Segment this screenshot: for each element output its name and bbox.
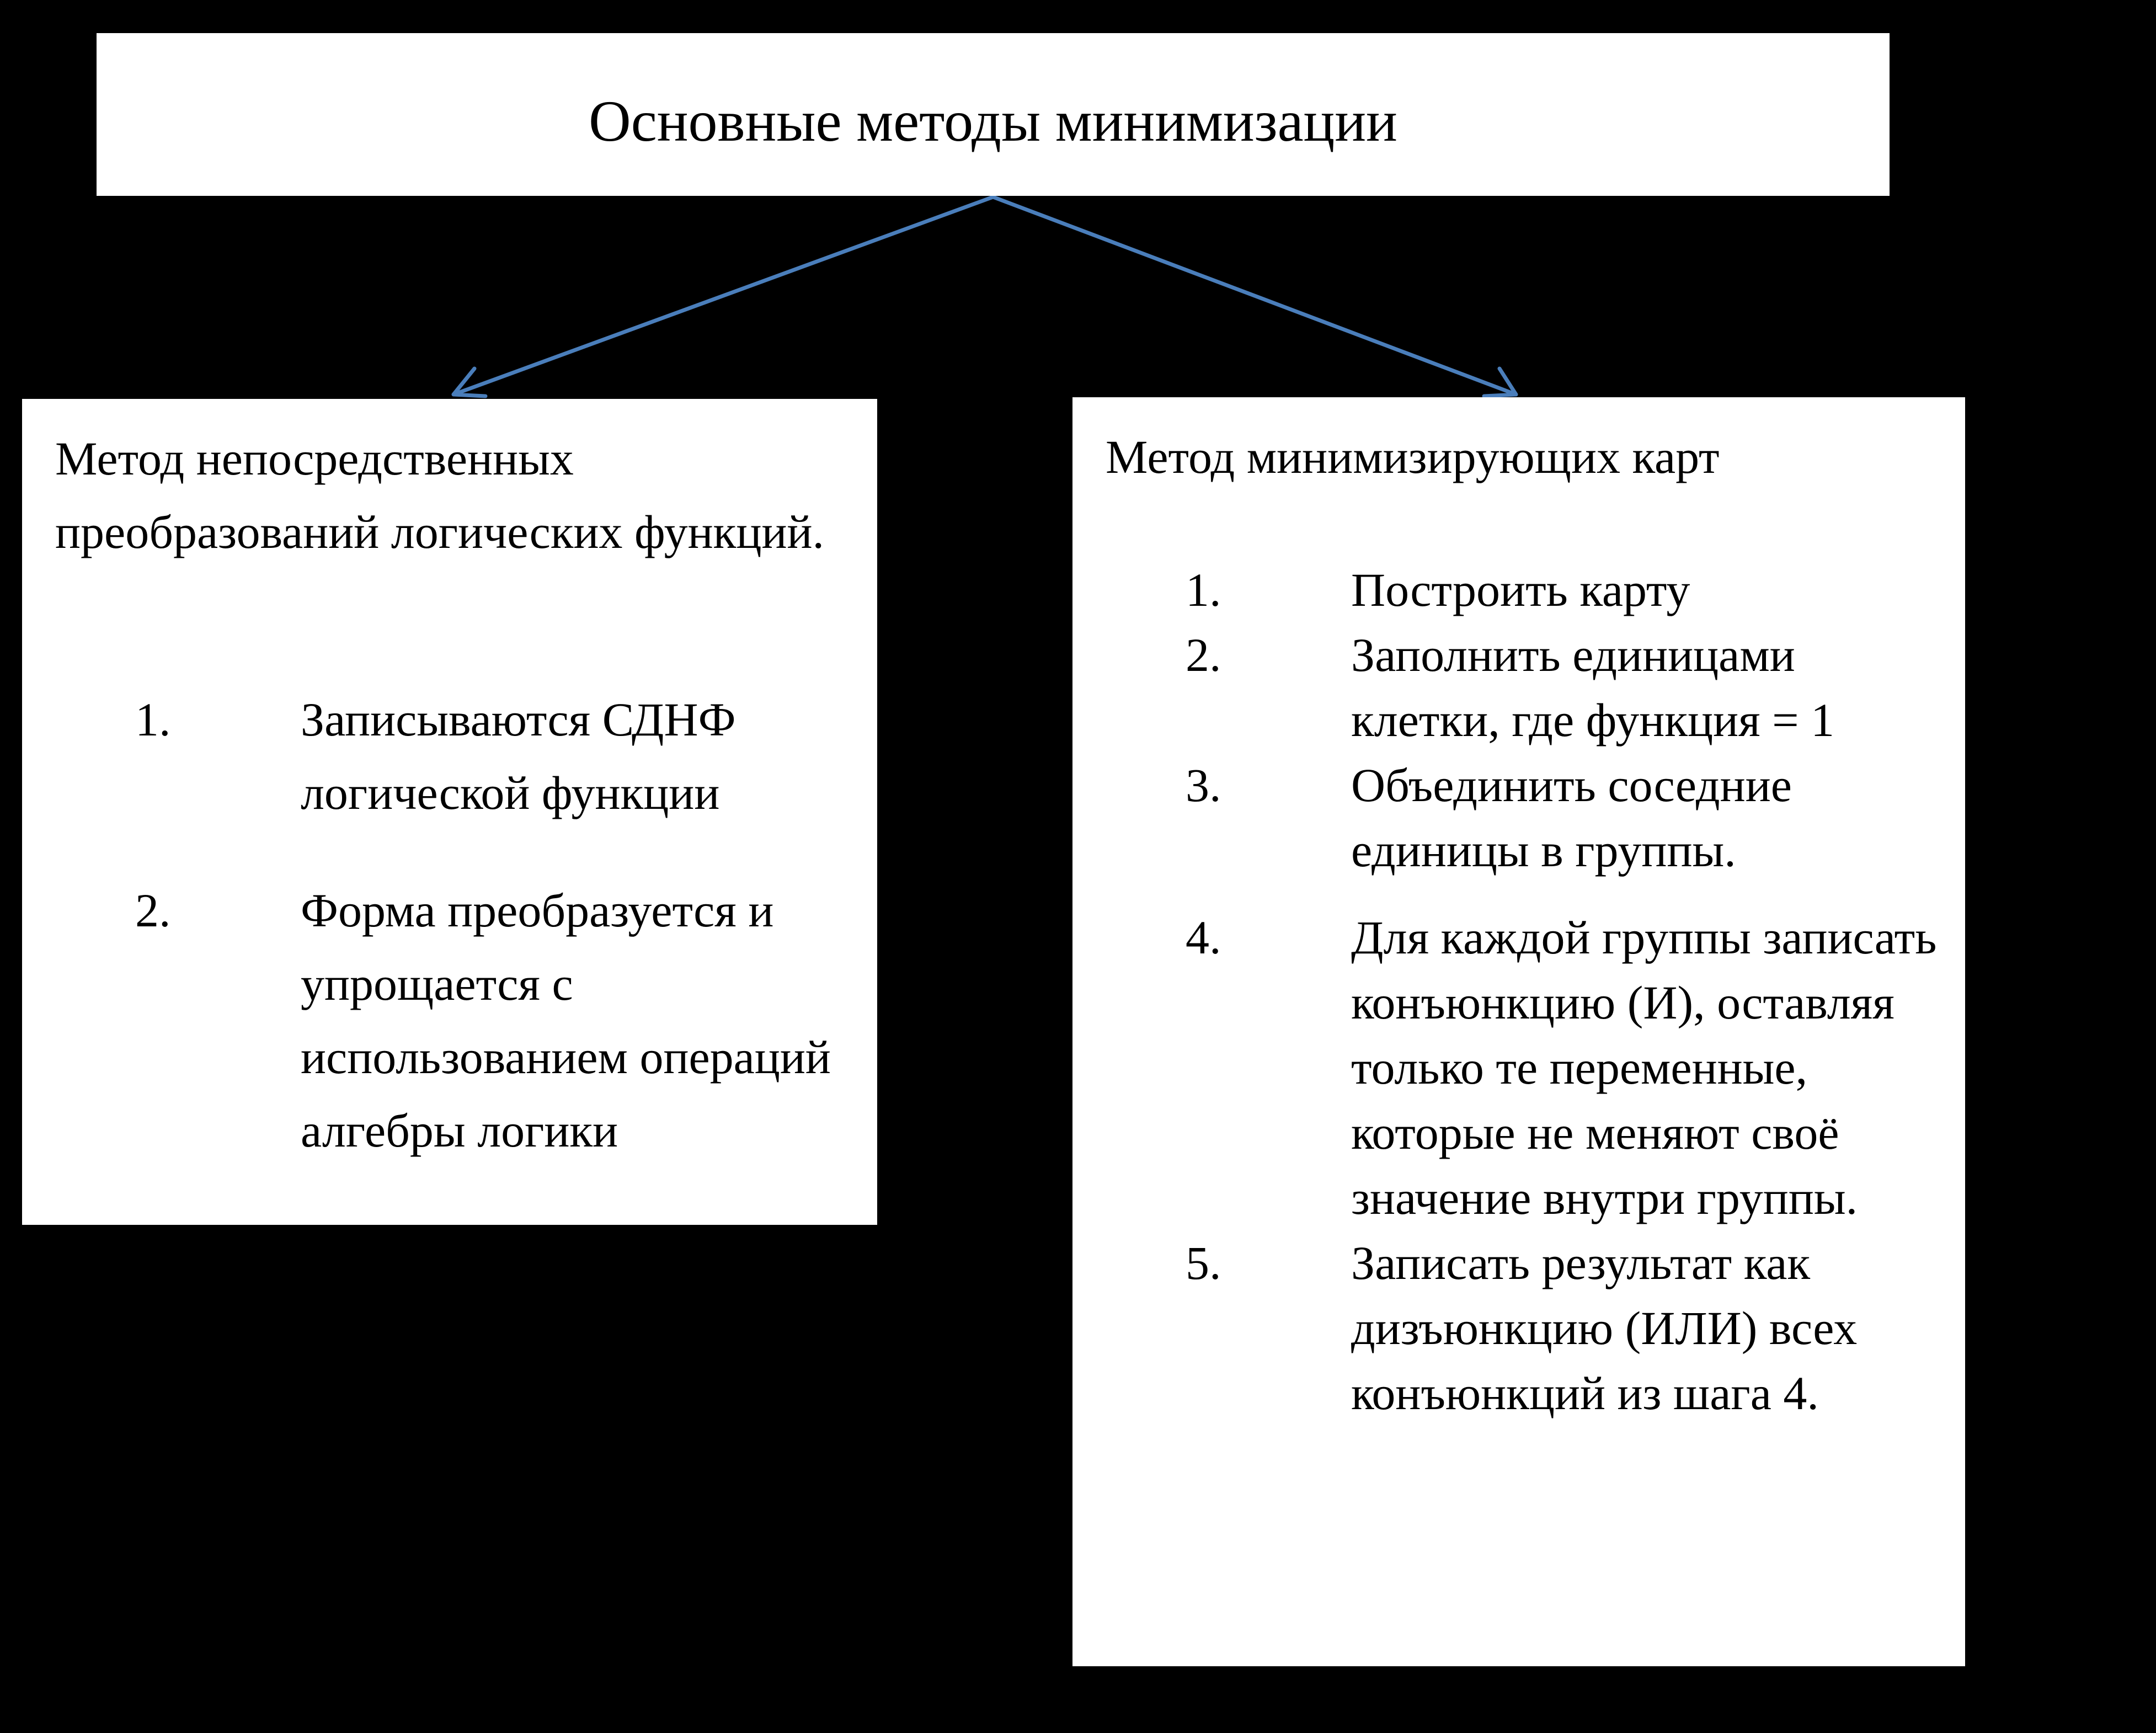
step-number: 5. xyxy=(1186,1236,1221,1289)
list-item xyxy=(1186,1230,1952,1426)
step-text: Записать результат как дизъюнкцию (ИЛИ) всех конъюнкций из шага 4. xyxy=(1351,1236,1858,1420)
list-item xyxy=(1186,557,1952,622)
list-item xyxy=(1186,905,1952,1230)
list-item xyxy=(1186,622,1952,753)
list-item xyxy=(135,874,874,1167)
list-item xyxy=(1186,753,1952,883)
right-method-steps xyxy=(1186,557,1952,1426)
diagram-title: Основные методы минимизации xyxy=(589,89,1397,153)
left-method-steps xyxy=(135,683,874,1167)
left-method-heading: Метод непосредственных преобразований логических функций. xyxy=(55,432,825,558)
step-text: Заполнить единицами клетки, где функция = 1 xyxy=(1351,628,1835,746)
right-method-node xyxy=(1072,397,1965,1666)
left-method-node xyxy=(22,399,877,1225)
step-text: Построить карту xyxy=(1351,563,1690,616)
step-number: 4. xyxy=(1186,911,1221,964)
arrow-to-left-method xyxy=(453,197,993,396)
right-method-heading: Метод минимизирующих карт xyxy=(1106,430,1720,483)
step-number: 1. xyxy=(135,693,171,746)
root-node xyxy=(97,33,1890,196)
step-number: 1. xyxy=(1186,563,1221,616)
step-number: 2. xyxy=(135,884,171,937)
step-number: 3. xyxy=(1186,759,1221,812)
arrow-to-right-method xyxy=(993,197,1516,396)
list-item xyxy=(135,683,874,830)
step-text: Форма преобразуется и упрощается с использованием операций алгебры логики xyxy=(301,884,831,1157)
step-text: Для каждой группы записать конъюнкцию (И), оставляя только те переменные, которые не меняют своё значение внутри группы. xyxy=(1351,911,1937,1224)
step-text: Объединить соседние единицы в группы. xyxy=(1351,759,1792,877)
step-text: Записываются СДНФ логической функции xyxy=(301,693,736,819)
step-number: 2. xyxy=(1186,628,1221,681)
